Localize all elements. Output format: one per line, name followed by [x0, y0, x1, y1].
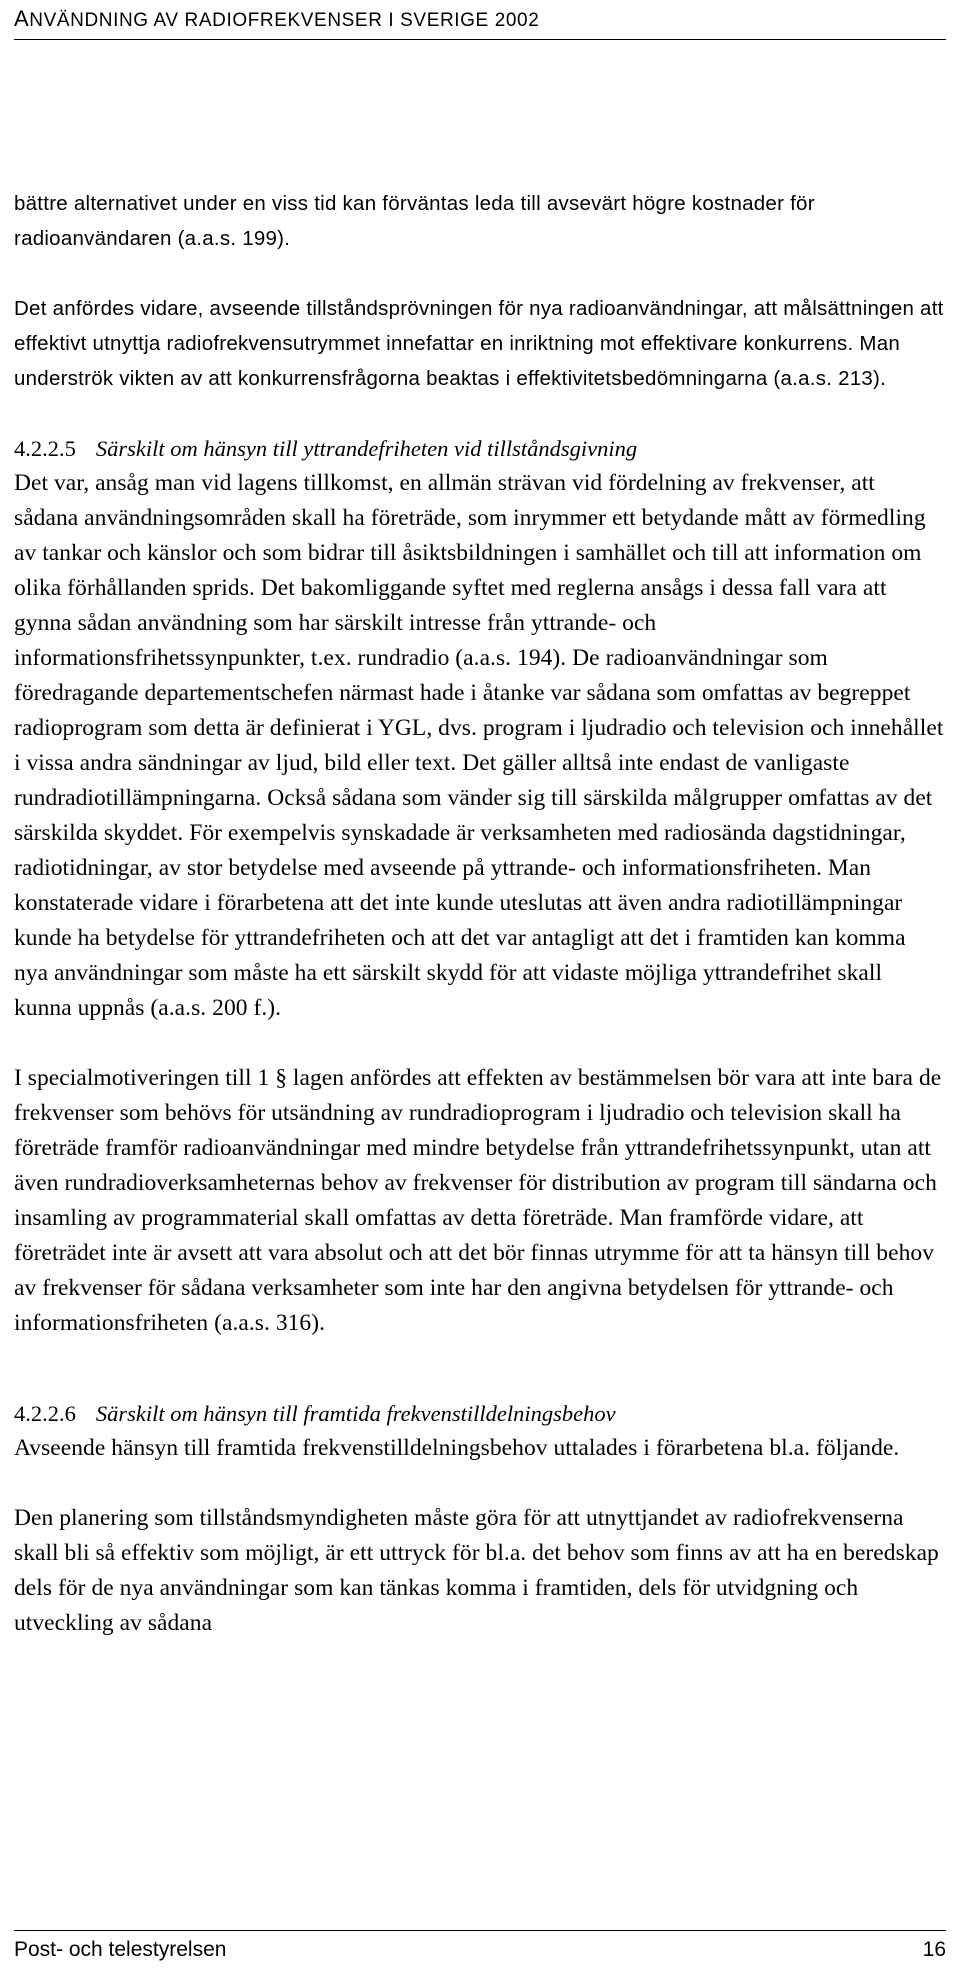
running-header	[14, 4, 946, 40]
footer-page-number: 16	[922, 1938, 946, 1961]
section-title: Särskilt om hänsyn till framtida frekvenstilldelningsbehov	[95, 1401, 616, 1426]
paragraph-1: bättre alternativet under en viss tid kan förväntas leda till avsevärt högre kostnader för radioanvändaren (a.a.s. 199).	[14, 192, 815, 250]
section-title: Särskilt om hänsyn till yttrandefriheten vid tillståndsgivning	[95, 436, 638, 461]
paragraph-5: Avseende hänsyn till framtida frekvenstilldelningsbehov uttalades i förarbetena bl.a. följande.	[14, 1435, 900, 1461]
paragraph-spacer	[14, 1466, 944, 1501]
paragraph-4: I specialmotiveringen till 1 § lagen anfördes att effekten av bestämmelsen bör vara att inte bara de frekvenser som behövs för utsändning av rundradioprogram i ljudradio och television skall ha företräde framför radioanvändningar med mindre betydelse från yttrandefrihetssynpunkt, utan att även rundradioverksamheternas behov av frekvenser för distribution av program till sändarna och insamling av programmaterial skall omfattas av detta företräde. Man framförde vidare, att företrädet inte är avsett att vara absolut och att det bör finnas utrymme för att ta hänsyn till behov av frekvenser för sådana verksamheter som inte har den angivna betydelsen för yttrande- och informationsfriheten (a.a.s. 316).	[14, 1065, 942, 1336]
running-footer	[14, 1930, 946, 1965]
section-number: 4.2.2.5	[14, 436, 76, 461]
paragraph-3: Det var, ansåg man vid lagens tillkomst, en allmän strävan vid fördelning av frekvenser, att sådana användningsområden skall ha företräde, som inrymmer ett betydande mått av förmedling av tankar och känslor och som bidrar till åsiktsbildningen i samhället och till att information om olika förhållanden sprids. Det bakomliggande syftet med reglerna ansågs i dessa fall vara att gynna sådan användning som har särskilt intresse från yttrande- och informationsfrihetssynpunkter, t.ex. rundradio (a.a.s. 194). De radioanvändningar som föredragande departementschefen närmast hade i åtanke var sådana som omfattas av begreppet radioprogram som detta är definierat i YGL, dvs. program i ljudradio och television och innehållet i vissa andra sändningar av ljud, bild eller text. Det gäller alltså inte endast de vanligaste rundradiotillämpningarna. Också sådana som vänder sig till särskilda målgrupper omfattas av det särskilda skyddet. För exempelvis synskadade är verksamheten med radiosända dagstidningar, radiotidningar, av stor betydelse med avseende på yttrande- och informationsfriheten. Man konstaterade vidare i förarbetena att det inte kunde uteslutas att även andra radiotillämpningar kunde ha betydelse för yttrandefriheten och att det var antagligt att det i framtiden kan komma nya användningar som måste ha ett särskilt skydd för att vidaste möjliga yttrandefrihet skall kunna uppnås (a.a.s. 200 f.).	[14, 470, 944, 1021]
section-heading-4-2-2-6	[14, 1396, 944, 1431]
paragraph-spacer	[14, 256, 944, 291]
paragraph-spacer	[14, 396, 944, 431]
section-heading-4-2-2-5	[14, 431, 944, 466]
footer-publisher: Post- och telestyrelsen	[14, 1938, 227, 1961]
paragraph-spacer	[14, 1341, 944, 1396]
header-title-initial: A	[14, 6, 30, 31]
header-title: NVÄNDNING AV RADIOFREKVENSER I SVERIGE 2002	[29, 10, 540, 31]
section-number: 4.2.2.6	[14, 1401, 76, 1426]
document-body	[14, 186, 944, 1641]
paragraph-spacer	[14, 1026, 944, 1061]
paragraph-2: Det anfördes vidare, avseende tillståndsprövningen för nya radioanvändningar, att målsättningen att effektivt utnyttja radiofrekvensutrymmet innefattar en inriktning mot effektivare konkurrens. Man underströk vikten av att konkurrensfrågorna beaktas i effektivitetsbedömningarna (a.a.s. 213).	[14, 297, 944, 390]
paragraph-6: Den planering som tillståndsmyndigheten måste göra för att utnyttjandet av radiofrekvenserna skall bli så effektiv som möjligt, är ett uttryck för bl.a. det behov som finns av att ha en beredskap dels för de nya användningar som kan tänkas komma i framtiden, dels för utvidgning och utveckling av sådana	[14, 1505, 939, 1636]
